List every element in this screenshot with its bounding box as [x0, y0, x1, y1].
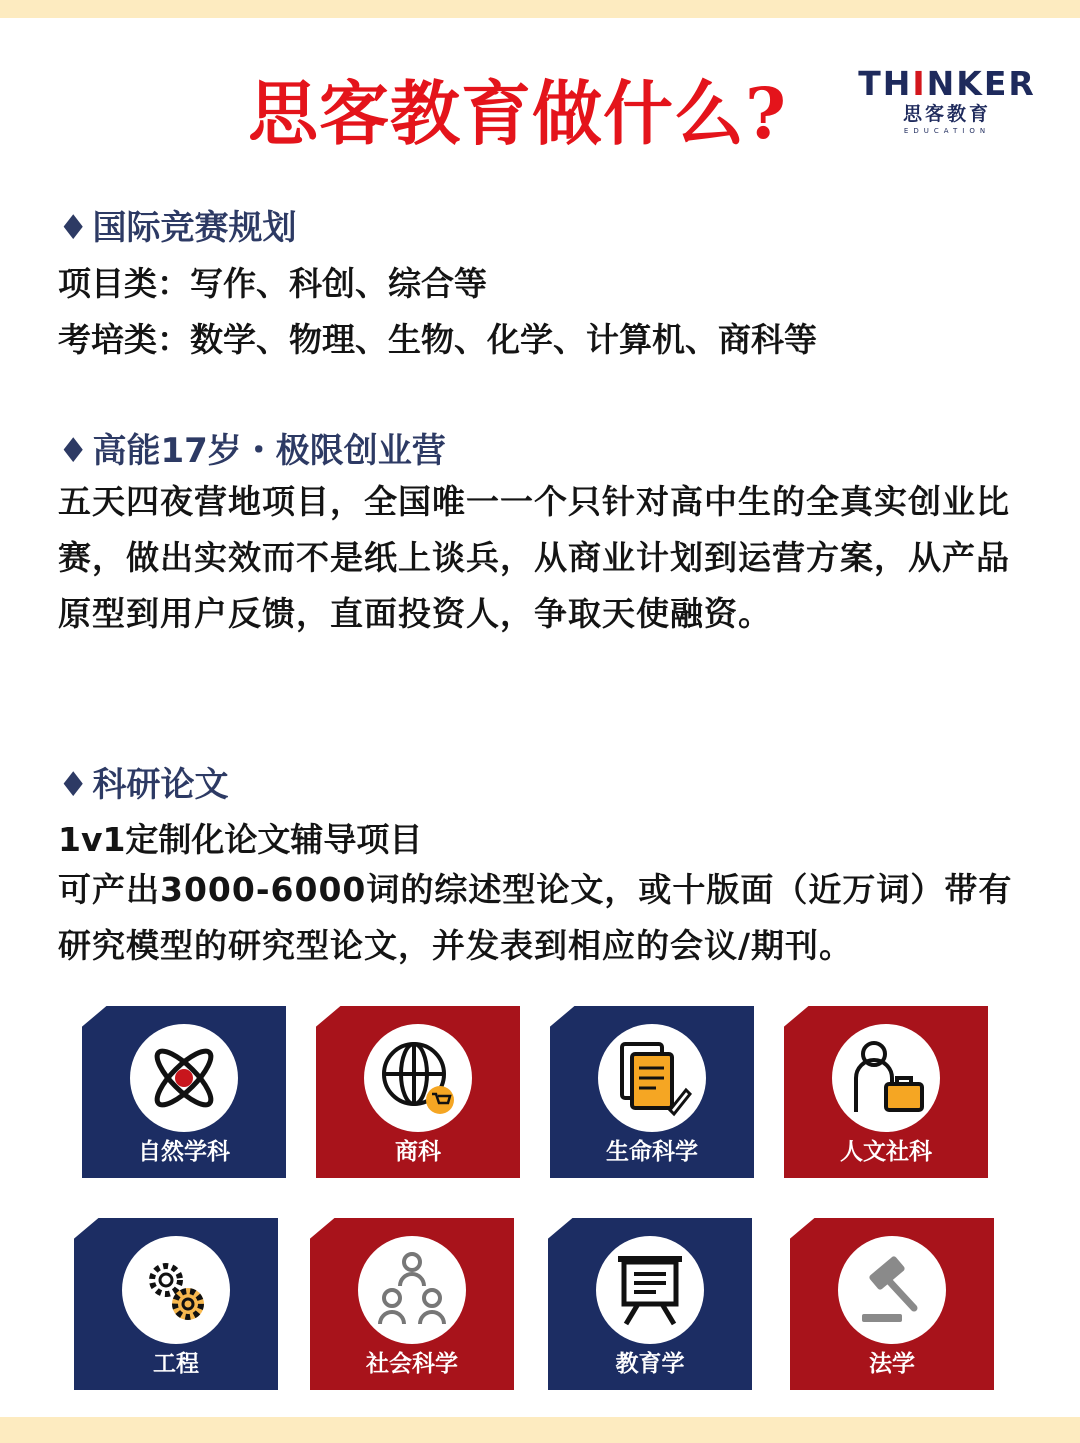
diamond-bullet-icon: ♦	[58, 208, 89, 248]
section-heading-competition: ♦ 国际竞赛规划	[58, 208, 297, 248]
gavel-icon	[852, 1250, 932, 1330]
startup-camp-description: 五天四夜营地项目，全国唯一一个只针对高中生的全真实创业比赛，做出实效而不是纸上谈兵，从商业计划到运营方案，从产品原型到用户反馈，直面投资人，争取天使融资。	[58, 482, 1010, 633]
tile-business[interactable]	[316, 1006, 520, 1178]
logo-tagline: EDUCATION	[903, 127, 991, 135]
research-description: 可产出3000-6000词的综述型论文，或十版面（近万词）带有研究模型的研究型论文，并发表到相应的会议/期刊。	[58, 870, 1013, 965]
competition-line-projects: 项目类：写作、科创、综合等	[58, 264, 487, 303]
brand-logo	[856, 66, 1038, 136]
tile-label: 社会科学	[366, 1351, 458, 1377]
diamond-bullet-icon: ♦	[58, 431, 89, 471]
page-title: 思客教育做什么?	[248, 72, 788, 155]
logo-chinese-name: 思客教育	[902, 103, 991, 125]
person-briefcase-icon	[846, 1038, 926, 1118]
tile-law[interactable]	[790, 1218, 994, 1390]
tile-engineering[interactable]	[74, 1218, 278, 1390]
research-line-1v1: 1v1定制化论文辅导项目	[58, 820, 423, 859]
tile-education[interactable]	[548, 1218, 752, 1390]
gears-icon	[136, 1250, 216, 1330]
section-heading-research: ♦ 科研论文	[58, 765, 229, 805]
tile-label: 教育学	[615, 1351, 685, 1377]
tile-label: 工程	[153, 1351, 199, 1377]
globe-cart-icon	[378, 1038, 458, 1118]
document-pen-icon	[612, 1038, 692, 1118]
atom-icon	[144, 1038, 224, 1118]
competition-line-exams: 考培类：数学、物理、生物、化学、计算机、商科等	[58, 320, 817, 359]
tile-natural-science[interactable]	[82, 1006, 286, 1178]
tile-label: 生命科学	[606, 1139, 698, 1165]
bottom-band	[0, 1417, 1080, 1443]
top-band	[0, 0, 1080, 18]
section-heading-startup-camp: ♦ 高能17岁・极限创业营	[58, 431, 446, 471]
tile-label: 人文社科	[840, 1139, 932, 1165]
tile-label: 商科	[395, 1139, 441, 1165]
diamond-bullet-icon: ♦	[58, 765, 89, 805]
logo-wordmark: THINKER	[858, 64, 1036, 103]
tile-social-science[interactable]	[310, 1218, 514, 1390]
tile-label: 自然学科	[138, 1139, 230, 1165]
tile-label: 法学	[869, 1351, 915, 1377]
tile-life-science[interactable]	[550, 1006, 754, 1178]
tile-humanities[interactable]	[784, 1006, 988, 1178]
presentation-board-icon	[610, 1250, 690, 1330]
people-network-icon	[372, 1250, 452, 1330]
